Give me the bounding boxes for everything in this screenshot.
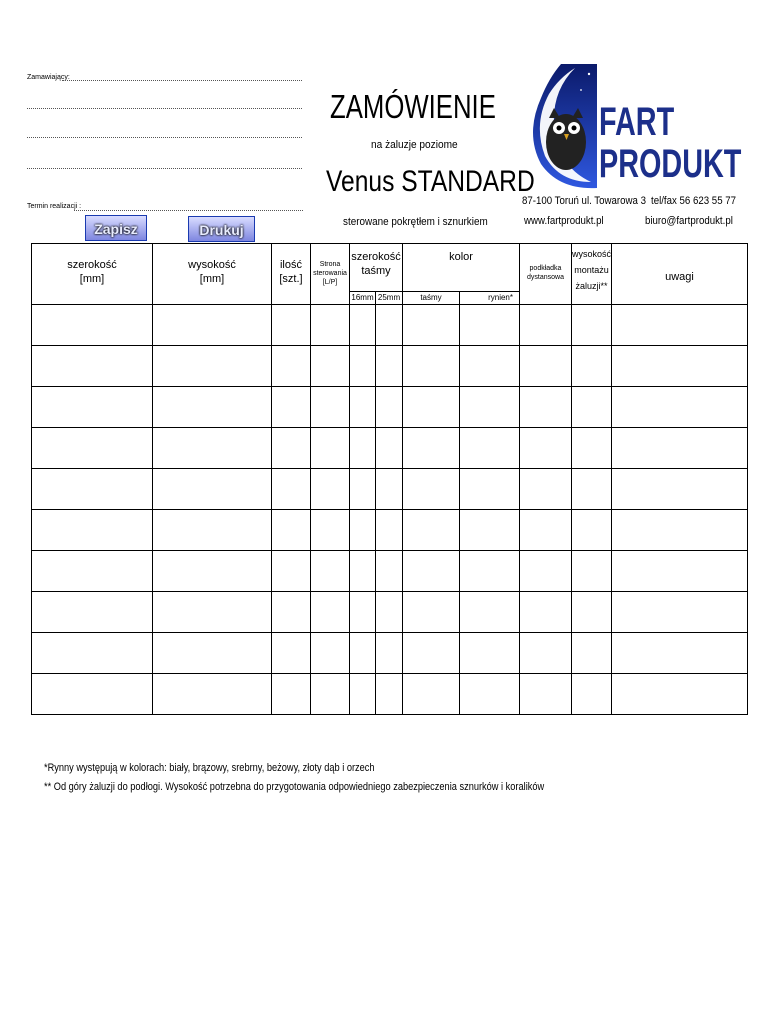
cell-height[interactable] [153,551,272,592]
cell-height[interactable] [153,469,272,510]
cell-mount-height[interactable] [572,633,612,674]
cell-color-tape[interactable] [403,428,460,469]
cell-color-tape[interactable] [403,674,460,715]
cell-notes[interactable] [612,633,748,674]
page-subtitle: na żaluzje poziome [371,139,458,151]
orderer-field-1[interactable] [62,80,302,81]
cell-notes[interactable] [612,346,748,387]
cell-quantity[interactable] [272,510,311,551]
cell-spacer[interactable] [520,674,572,715]
cell-tape-25mm[interactable] [376,469,403,510]
cell-notes[interactable] [612,387,748,428]
cell-spacer[interactable] [520,510,572,551]
cell-width[interactable] [32,469,153,510]
cell-color-tape[interactable] [403,469,460,510]
table-row [32,387,748,428]
cell-color-tape[interactable] [403,305,460,346]
cell-control-side[interactable] [311,346,350,387]
cell-quantity[interactable] [272,633,311,674]
cell-tape-16mm[interactable] [350,428,376,469]
cell-color-tape[interactable] [403,346,460,387]
company-logo [519,64,742,194]
cell-color-gutter[interactable] [460,633,520,674]
table-row [32,305,748,346]
header-mount-height: wysokość montażu żaluzji** [572,244,612,305]
cell-spacer[interactable] [520,428,572,469]
cell-tape-25mm[interactable] [376,387,403,428]
cell-mount-height[interactable] [572,387,612,428]
cell-tape-25mm[interactable] [376,510,403,551]
cell-color-gutter[interactable] [460,305,520,346]
logo-word-fart: FART [599,100,675,144]
cell-spacer[interactable] [520,346,572,387]
cell-control-side[interactable] [311,387,350,428]
footnote-mount-height: ** Od góry żaluzji do podłogi. Wysokość potrzebna do przygotowania odpowiedniego zabezpieczenia sznurków i koralików [44,781,545,793]
cell-width[interactable] [32,633,153,674]
cell-color-gutter[interactable] [460,551,520,592]
cell-notes[interactable] [612,551,748,592]
cell-color-tape[interactable] [403,551,460,592]
cell-spacer[interactable] [520,305,572,346]
company-email[interactable]: biuro@fartprodukt.pl [645,215,733,227]
cell-width[interactable] [32,428,153,469]
cell-control-side[interactable] [311,633,350,674]
cell-height[interactable] [153,633,272,674]
header-height: wysokość [mm] [153,244,272,305]
cell-height[interactable] [153,346,272,387]
cell-quantity[interactable] [272,387,311,428]
cell-spacer[interactable] [520,387,572,428]
cell-color-tape[interactable] [403,387,460,428]
header-spacer: podkładka dystansowa [520,244,572,305]
cell-quantity[interactable] [272,346,311,387]
cell-tape-16mm[interactable] [350,469,376,510]
table-row [32,551,748,592]
table-row [32,469,748,510]
print-button[interactable]: Drukuj [188,216,255,242]
cell-color-gutter[interactable] [460,469,520,510]
cell-tape-16mm[interactable] [350,346,376,387]
company-phone: tel/fax 56 623 55 77 [651,195,737,207]
cell-control-side[interactable] [311,469,350,510]
save-button[interactable]: Zapisz [85,215,147,241]
orderer-field-4[interactable] [27,168,302,169]
cell-tape-16mm[interactable] [350,633,376,674]
header-control-side: Strona sterowania [L/P] [311,244,350,305]
cell-notes[interactable] [612,469,748,510]
orderer-field-3[interactable] [27,137,302,138]
cell-tape-16mm[interactable] [350,387,376,428]
cell-color-tape[interactable] [403,510,460,551]
logo-word-produkt: PRODUKT [599,142,742,186]
cell-mount-height[interactable] [572,551,612,592]
cell-tape-25mm[interactable] [376,428,403,469]
cell-notes[interactable] [612,674,748,715]
cell-width[interactable] [32,387,153,428]
cell-quantity[interactable] [272,551,311,592]
cell-tape-16mm[interactable] [350,674,376,715]
cell-width[interactable] [32,674,153,715]
page-title: ZAMÓWIENIE [330,88,496,125]
cell-tape-25mm[interactable] [376,633,403,674]
cell-height[interactable] [153,387,272,428]
table-row [32,428,748,469]
cell-mount-height[interactable] [572,674,612,715]
cell-height[interactable] [153,510,272,551]
cell-color-gutter[interactable] [460,592,520,633]
cell-spacer[interactable] [520,592,572,633]
cell-notes[interactable] [612,305,748,346]
table-row [32,510,748,551]
cell-tape-16mm[interactable] [350,510,376,551]
cell-control-side[interactable] [311,674,350,715]
deadline-label: Termin realizacji : [27,203,82,210]
cell-spacer[interactable] [520,469,572,510]
cell-control-side[interactable] [311,551,350,592]
header-notes: uwagi [612,244,748,305]
cell-control-side[interactable] [311,510,350,551]
cell-height[interactable] [153,592,272,633]
cell-quantity[interactable] [272,592,311,633]
cell-color-gutter[interactable] [460,387,520,428]
cell-quantity[interactable] [272,674,311,715]
cell-spacer[interactable] [520,551,572,592]
cell-width[interactable] [32,551,153,592]
cell-tape-16mm[interactable] [350,551,376,592]
cell-height[interactable] [153,428,272,469]
cell-color-gutter[interactable] [460,346,520,387]
cell-width[interactable] [32,305,153,346]
cell-tape-16mm[interactable] [350,305,376,346]
cell-tape-25mm[interactable] [376,674,403,715]
cell-mount-height[interactable] [572,305,612,346]
cell-control-side[interactable] [311,305,350,346]
cell-notes[interactable] [612,592,748,633]
cell-mount-height[interactable] [572,428,612,469]
cell-mount-height[interactable] [572,469,612,510]
cell-width[interactable] [32,592,153,633]
cell-control-side[interactable] [311,428,350,469]
cell-tape-16mm[interactable] [350,592,376,633]
order-table [31,243,748,715]
cell-color-tape[interactable] [403,592,460,633]
header-tape-width: szerokość taśmy [350,244,403,292]
cell-height[interactable] [153,674,272,715]
table-row [32,633,748,674]
cell-color-gutter[interactable] [460,674,520,715]
cell-width[interactable] [32,510,153,551]
cell-color-gutter[interactable] [460,428,520,469]
footnote-gutters: *Rynny występują w kolorach: biały, brązowy, srebrny, beżowy, złoty dąb i orzech [44,762,375,774]
cell-notes[interactable] [612,510,748,551]
table-row [32,346,748,387]
header-color: kolor [403,244,520,292]
cell-mount-height[interactable] [572,346,612,387]
header-tape-16mm: 16mm [350,292,376,305]
cell-color-tape[interactable] [403,633,460,674]
header-color-gutter: rynien* [460,292,520,305]
product-name: Venus STANDARD [326,165,535,198]
control-type: sterowane pokrętłem i sznurkiem [343,216,488,228]
orderer-label: Zamawiający: [27,74,70,81]
cell-spacer[interactable] [520,633,572,674]
cell-quantity[interactable] [272,428,311,469]
header-color-tape: taśmy [403,292,460,305]
cell-mount-height[interactable] [572,592,612,633]
table-row [32,674,748,715]
cell-notes[interactable] [612,428,748,469]
cell-width[interactable] [32,346,153,387]
cell-tape-25mm[interactable] [376,305,403,346]
cell-mount-height[interactable] [572,510,612,551]
cell-quantity[interactable] [272,305,311,346]
deadline-field[interactable] [74,210,303,211]
cell-tape-25mm[interactable] [376,592,403,633]
orderer-field-2[interactable] [27,108,302,109]
cell-tape-25mm[interactable] [376,346,403,387]
header-quantity: ilość [szt.] [272,244,311,305]
cell-tape-25mm[interactable] [376,551,403,592]
cell-quantity[interactable] [272,469,311,510]
cell-color-gutter[interactable] [460,510,520,551]
company-website[interactable]: www.fartprodukt.pl [524,215,604,227]
table-row [32,592,748,633]
cell-control-side[interactable] [311,592,350,633]
header-tape-25mm: 25mm [376,292,403,305]
header-width: szerokość [mm] [32,244,153,305]
cell-height[interactable] [153,305,272,346]
company-address: 87-100 Toruń ul. Towarowa 3 [522,195,646,207]
